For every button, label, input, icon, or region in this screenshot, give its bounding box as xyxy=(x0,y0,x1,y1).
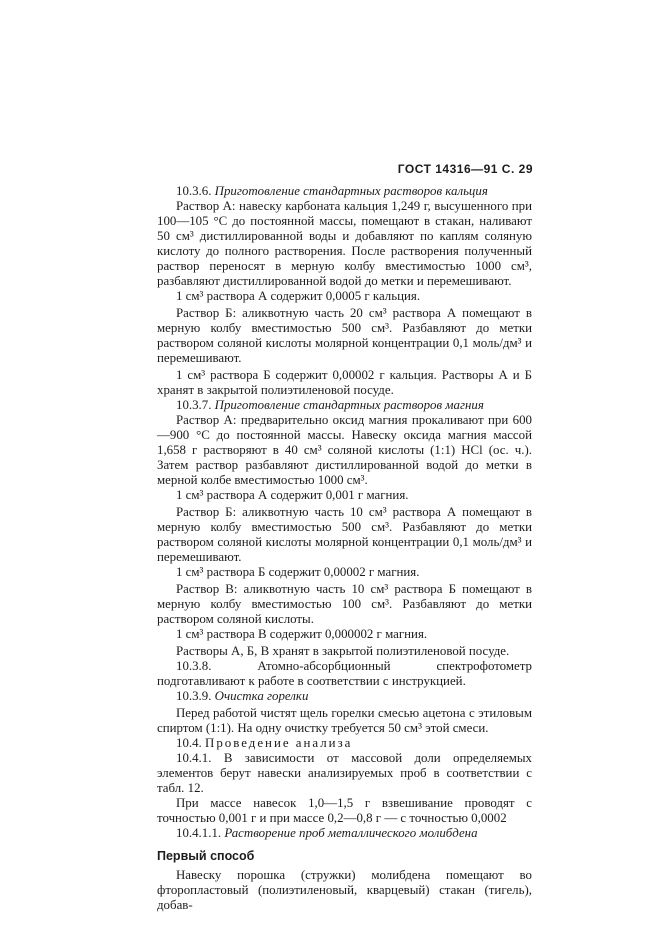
paragraph: При массе навесок 1,0—1,5 г взвешивание проводят с точностью 0,001 г и при массе 0,2—0,8 г — с точностью 0,0002 xyxy=(157,796,532,825)
section-10-4-heading: 10.4. Проведение анализа xyxy=(176,736,353,750)
paragraph: Раствор В: аликвотную часть 10 см³ раствора Б помещают в мерную колбу вместимостью 100 см³. Разбавляют до метки раствором соляной кислоты. xyxy=(157,582,532,626)
paragraph: 1 см³ раствора А содержит 0,001 г магния. xyxy=(176,488,409,502)
paragraph: Навеску порошка (стружки) молибдена помещают во фторопластовый (полиэтиленовый, кварцевый) стакан (тигель), добав- xyxy=(157,868,532,912)
section-10-3-9-heading: 10.3.9. Очистка горелки xyxy=(176,689,309,703)
section-10-3-7-heading: 10.3.7. Приготовление стандартных растворов магния xyxy=(176,398,484,412)
paragraph: 1 см³ раствора А содержит 0,0005 г кальция. xyxy=(176,289,421,303)
section-10-3-6-heading: 10.3.6. Приготовление стандартных растворов кальция xyxy=(176,184,488,198)
subheading: Первый способ xyxy=(157,849,255,863)
page-header: ГОСТ 14316—91 С. 29 xyxy=(397,162,533,176)
section-10-4-1-1-heading: 10.4.1.1. Растворение проб металлического молибдена xyxy=(176,826,478,840)
paragraph: Раствор Б: аликвотную часть 10 см³ раствора А помещают в мерную колбу вместимостью 500 см³. Разбавляют до метки раствором соляной кислоты молярной концентрации 0,1 моль/дм³ и перемешивают. xyxy=(157,505,532,564)
paragraph: Раствор А: навеску карбоната кальция 1,249 г, высушенного при 100—105 °С до постоянной массы, помещают в стакан, наливают 50 см³ дистиллированной воды и добавляют по каплям соляную кислоту до полного растворения. После растворения полученный раствор переносят в мерную колбу вместимостью 1000 см³, разбавляют дистиллированной водой до метки и перемешивают. xyxy=(157,199,532,288)
paragraph: Растворы А, Б, В хранят в закрытой полиэтиленовой посуде. xyxy=(176,644,510,658)
paragraph: 1 см³ раствора В содержит 0,000002 г магния. xyxy=(176,627,428,641)
paragraph: 10.4.1. В зависимости от массовой доли определяемых элементов берут навески анализируемых проб в соответствии с табл. 12. xyxy=(157,751,532,795)
paragraph: 10.3.8. Атомно-абсорбционный спектрофотометр подготавливают к работе в соответствии с инструкцией. xyxy=(157,659,532,688)
paragraph: Раствор А: предварительно оксид магния прокаливают при 600—900 °С до постоянной массы. Навеску оксида магния массой 1,658 г растворяют в 40 см³ соляной кислоты (1:1) HCl (ос. ч.). Затем раствор разбавляют дистиллированной водой до метки в мерной колбе вместимостью 1000 см³. xyxy=(157,413,532,487)
paragraph: 1 см³ раствора Б содержит 0,00002 г кальция. Растворы А и Б хранят в закрытой полиэтиленовой посуде. xyxy=(157,368,532,397)
document-body xyxy=(157,184,532,913)
paragraph: 1 см³ раствора Б содержит 0,00002 г магния. xyxy=(176,565,420,579)
paragraph: Перед работой чистят щель горелки смесью ацетона с этиловым спиртом (1:1). На одну очистку требуется 50 см³ этой смеси. xyxy=(157,706,532,735)
paragraph: Раствор Б: аликвотную часть 20 см³ раствора А помещают в мерную колбу вместимостью 500 см³. Разбавляют до метки раствором соляной кислоты молярной концентрации 0,1 моль/дм³ и перемешивают. xyxy=(157,306,532,365)
